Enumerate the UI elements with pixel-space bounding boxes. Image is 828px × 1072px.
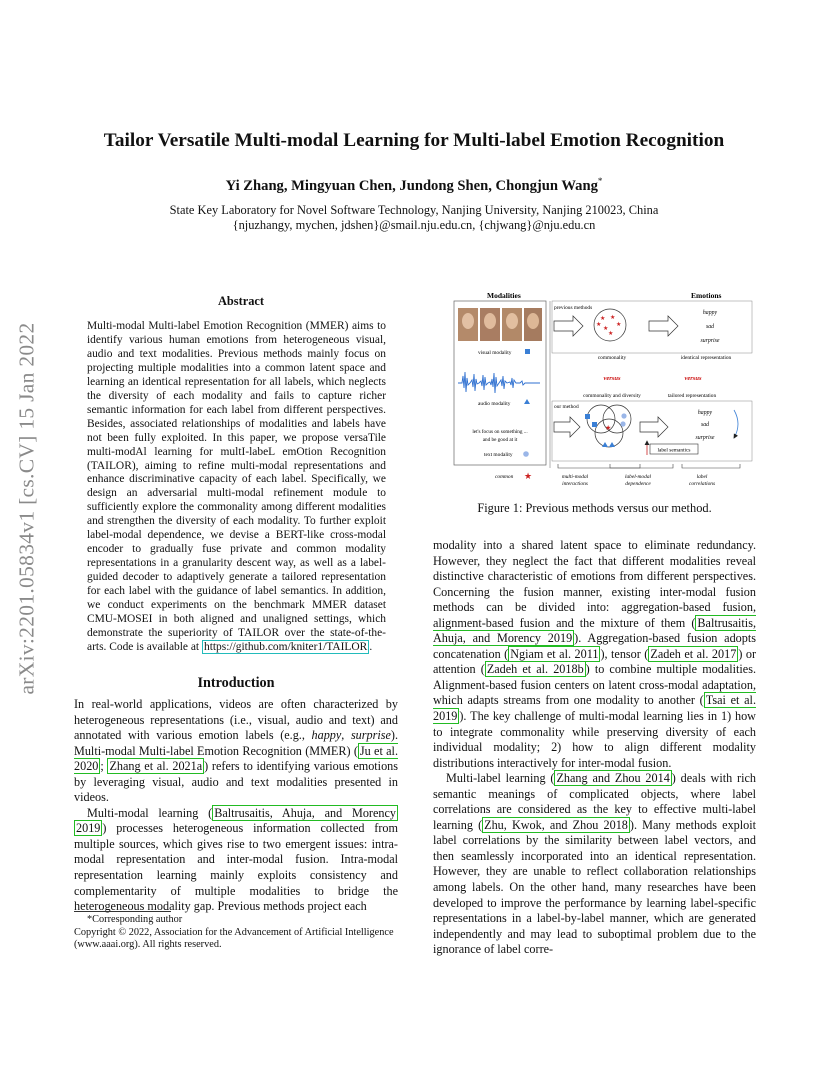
text: ) processes heterogeneous information collected from multiple sources, which gives rise to two emergent issues: intra-modal representation and inter-modal fusion. Intra-modal representation learning mainly exploits consistency and complementarity of multiple modalities to bridge the heterogeneous modality gap. Previous methods project each — [74, 821, 398, 914]
author-mark: * — [597, 176, 603, 186]
footnote: *Corresponding author — [87, 914, 183, 925]
face-thumbnails — [458, 308, 542, 341]
text-circle-icon — [621, 413, 626, 418]
text-quote-2: and be good at it — [482, 437, 518, 443]
multimodal-interactions-label: multi-modal — [561, 474, 589, 480]
citation-link[interactable]: Zhang et al. 2021a — [109, 759, 203, 774]
arxiv-stamp: arXiv:2201.05834v1 [cs.CV] 15 Jan 2022 — [14, 322, 39, 695]
visual-square-icon — [585, 414, 590, 419]
affiliation-block — [60, 203, 768, 234]
visual-modality-label: visual modality — [478, 350, 512, 356]
star-icon: ★ — [616, 322, 622, 328]
text: ; — [100, 759, 108, 774]
text-modality-label: text modality — [484, 452, 513, 458]
text: ). Aggregation-based fusion adopts concatenation ( — [433, 631, 756, 661]
multimodal-interactions-label: interactions — [562, 481, 588, 487]
figure-caption: Figure 1: Previous methods versus our method. — [477, 501, 712, 515]
face — [527, 313, 539, 329]
emphasis: happy — [311, 728, 342, 743]
citation-link[interactable]: Zadeh et al. 2018b — [486, 662, 584, 677]
citation-link[interactable]: Zhang and Zhou 2014 — [556, 771, 670, 786]
figure-1-diagram — [450, 288, 755, 493]
intro-column-right — [433, 538, 756, 958]
modalities-label: Modalities — [487, 291, 521, 300]
abstract-heading: Abstract — [217, 294, 265, 308]
tailored-representation-label: tailored representation — [667, 393, 717, 399]
citation-link[interactable]: 2019 — [76, 821, 101, 836]
authors — [60, 176, 768, 195]
versus-label-2: versus — [684, 375, 702, 382]
intro-paragraph-2 — [74, 806, 398, 915]
text: In real-world applications, videos are often characterized by heterogeneous representations (i.e., visual, audio and text) and annotated with various emotion labels (e.g., — [74, 697, 398, 743]
text: , — [341, 728, 351, 743]
bracket — [558, 464, 640, 468]
citation-link[interactable]: Zadeh et al. 2017 — [650, 646, 737, 661]
audio-triangle-icon — [609, 442, 615, 447]
footnotes — [74, 914, 404, 952]
star-icon: ★ — [610, 315, 616, 321]
common-star-icon: ★ — [524, 471, 533, 481]
text: ). The key challenge of multi-modal learning lies in 1) how to integrate commonality while preserving diversity of each individual modality; 2) how to align different modality distributions interactively for inter-modal fusion. — [433, 709, 756, 770]
text: ), tensor ( — [600, 646, 649, 661]
emotion-happy: happy — [697, 410, 713, 416]
visual-square-icon — [592, 422, 597, 427]
text: modality into a shared latent space to eliminate redundancy. However, they neglect the fact that different modalities reveal distinctive characteristic of emotions from different perspectives. Concerning the fusion manner, existing inter-modal fusion methods can be divided into: aggregation-based fusion, alignment-based fusion and the mixture of them ( — [433, 538, 756, 630]
commonality-label: commonality — [597, 355, 627, 361]
citation-link[interactable]: Tsai et al. 2019 — [433, 693, 756, 724]
arrow-right-icon — [554, 316, 583, 336]
previous-methods-label: previous methods — [554, 305, 593, 311]
citation-link[interactable]: Ngiam et al. 2011 — [510, 646, 599, 661]
face — [462, 313, 474, 329]
visual-square-icon — [525, 349, 530, 354]
introduction-heading: Introduction — [197, 675, 275, 691]
text: ). Multi-modal Multi-label Emotion Recognition (MMER) ( — [74, 728, 399, 758]
citation-link[interactable]: Ju et al. 2020 — [74, 743, 398, 774]
paper-title: Tailor Versatile Multi-modal Learning for Multi-label Emotion Recognition — [103, 130, 725, 151]
text: ). Many methods exploit label correlations by the similarity between label vectors, and then seamlessly incorporated into an identical representation. However, they are unable to reflect collaboration relationships among labels. On the other hand, many researches have been developed to improve the performance by learning label-specific representations in a label-by-label manner, which are generated independently and may lead to suboptimal problem due to the ignorance of label corre- — [433, 817, 757, 957]
text-circle-icon — [523, 451, 529, 457]
author-list: Yi Zhang, Mingyuan Chen, Jundong Shen, Chongjun Wang — [225, 177, 598, 194]
footnote-rule — [74, 911, 171, 912]
label-semantics-label: label semantics — [657, 447, 691, 454]
citation-link[interactable]: Zhu, Kwok, and Zhou 2018 — [484, 817, 628, 832]
affiliation: State Key Laboratory for Novel Software Technology, Nanjing University, Nanjing 210023, China — [169, 203, 659, 217]
face — [484, 313, 496, 329]
identical-representation-label: identical representation — [680, 355, 732, 361]
common-label: common — [495, 474, 514, 480]
emotion-sad: sad — [700, 422, 710, 428]
star-icon: ★ — [596, 322, 602, 328]
common-star-icon: ★ — [605, 424, 612, 432]
intro-paragraph-1 — [74, 697, 398, 806]
text: ) deals with rich semantic meanings of complicated objects, where label correlations are considered as the key to effective multi-label learning ( — [433, 771, 756, 832]
emotion-surprise: surprise — [695, 435, 715, 441]
label-modal-dependence-label: dependence — [625, 481, 651, 487]
label-modal-dependence-label: label-modal — [624, 474, 652, 480]
emotions-label: Emotions — [691, 291, 722, 300]
citation-link[interactable]: Baltrusaitis, Ahuja, and Morency 2019 — [433, 615, 756, 646]
text-circle-icon — [620, 421, 625, 426]
right-paragraph-2 — [433, 771, 756, 958]
label-correlations-label: label — [696, 474, 708, 480]
right-paragraph-1 — [433, 538, 756, 771]
text: Multi-modal learning ( — [87, 805, 213, 820]
audio-triangle-icon — [602, 442, 608, 447]
arrow-right-icon — [640, 417, 668, 437]
label-correlations-label: correlations — [688, 481, 716, 487]
arrow-right-icon — [649, 316, 678, 336]
text: ) to combine multiple modalities. Alignment-based fusion centers on latent cross-modal adaptation, which adapts streams from one modality to another ( — [433, 662, 757, 708]
citation-link[interactable]: Baltrusaitis, Ahuja, and Morency — [214, 805, 396, 820]
intro-column-left — [74, 697, 398, 915]
text: Multi-label learning ( — [446, 771, 555, 786]
audio-modality-label: audio modality — [478, 401, 511, 407]
star-icon: ★ — [603, 326, 609, 332]
copyright: Copyright © 2022, Association for the Advancement of Artificial Intelligence (www.aaai.org). All rights reserved. — [74, 926, 394, 951]
audio-triangle-icon — [524, 399, 530, 404]
face — [506, 313, 518, 329]
emotion-surprise: surprise — [700, 338, 720, 344]
text: ) or attention ( — [433, 646, 757, 677]
arrow-right-icon — [554, 417, 580, 437]
our-method-label: our method — [554, 404, 579, 410]
figure-1 — [450, 288, 755, 493]
emails: {njuzhangy, mychen, jdshen}@smail.nju.edu.cn, {chjwang}@nju.edu.cn — [232, 218, 596, 233]
emotion-happy: happy — [702, 310, 718, 316]
abstract-body: Multi-modal Multi-label Emotion Recognition (MMER) aims to identify various human emotions from heterogeneous visual, audio and text modalities. Previous methods mainly focus on projecting multiple modalities into a common latent space and learning an identical representation for all labels, which neglects the diversity of each modality and fails to capture richer semantic information for each label from different perspectives. Besides, associated relationships of modalities and labels have not been fully exploited. In this paper, we propose versaTile multi-modAl learning for multI-labeL emOtion Recognition (TAILOR), aiming to refine multi-modal representations and enhance discriminative capacity of each label. Specifically, we design an adversarial multi-modal refinement module to sufficiently explore the commonality among different modalities and strengthen the diversity of each modality. To further exploit label-modal dependence, we devise a BERT-like cross-modal encoder to gradually fuse private and common modality representations in a granularity descent way, as well as a label-guided decoder to adaptively generate a tailored representation for each label with the guidance of label semantics. In addition, we conduct experiments on the benchmark MMER dataset CMU-MOSEI in both aligned and unaligned settings, which demonstrate the superiority of TAILOR over the state-of-the-arts. Code is available at — [87, 320, 386, 653]
versus-label-1: versus — [603, 375, 621, 382]
text: ) refers to identifying various emotions by leveraging visual, audio and text modalities presented in videos. — [74, 759, 399, 805]
text-quote-1: let's focus on something ... — [472, 429, 528, 435]
code-link[interactable]: https://github.com/kniter1/TAILOR — [203, 640, 368, 653]
abstract-text: Multi-modal Multi-label Emotion Recognition (MMER) aims to identify various human emotions from heterogeneous visual, audio and text modalities. Previous methods mainly focus on projecting multiple modalities into a common latent space and learning an identical representation for all labels, which neglects the diversity of each modality and fails to capture richer semantic information for each label from different perspectives. Besides, associated relationships of modalities and labels have not been fully exploited. In this paper, we propose versaTile multi-modAl learning for multI-labeL emOtion Recognition (TAILOR), aiming to refine multi-modal representations and enhance discriminative capacity of each label. Specifically, we design an adversarial multi-modal refinement module to sufficiently explore the commonality among different modalities and strengthen the diversity of each modality. To further exploit label-modal dependence, we devise a BERT-like cross-modal encoder to gradually fuse private and common modality representations in a granularity descent way, as well as a label-guided decoder to adaptively generate a tailored representation for each label with the guidance of label semantics. In addition, we conduct experiments on the benchmark MMER dataset CMU-MOSEI in both aligned and unaligned settings, which demonstrate the superiority of TAILOR over the state-of-the-arts. Code is available at https://github.com/kniter1/TAILOR . — [87, 320, 386, 653]
audio-waveform — [458, 372, 540, 393]
star-icon: ★ — [608, 331, 614, 337]
bracket — [610, 464, 673, 468]
emotion-sad: sad — [705, 324, 715, 330]
label-correlation-arrow — [734, 410, 738, 438]
star-icon: ★ — [600, 316, 606, 322]
commonality-and-diversity-label: commonality and diversity — [583, 393, 641, 399]
bracket — [682, 464, 740, 468]
emphasis: surprise — [350, 728, 391, 743]
